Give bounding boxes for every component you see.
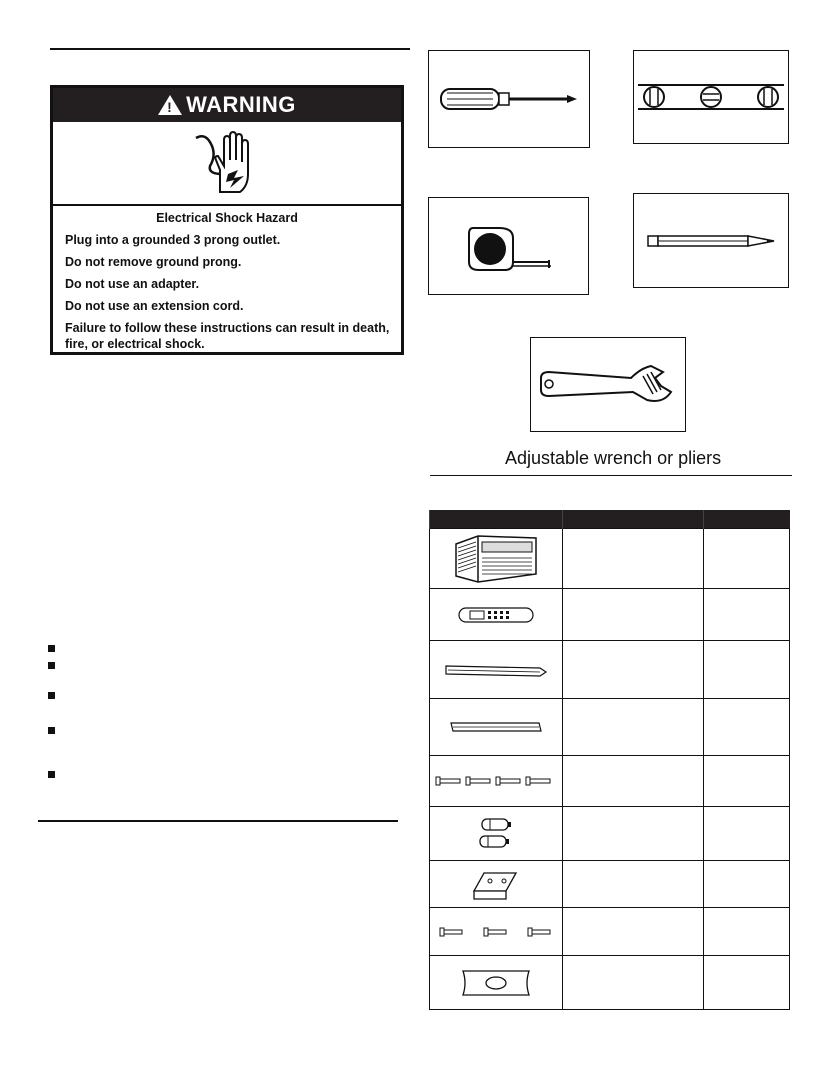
- side-curtain-long-icon: [444, 660, 548, 680]
- part-image-cell: [430, 908, 563, 956]
- warning-line: Failure to follow these instructions can result in death, fire, or electrical shock.: [65, 321, 390, 351]
- part-name-cell: [563, 861, 704, 908]
- part-image-cell: [430, 807, 563, 861]
- part-image-cell: [430, 589, 563, 641]
- part-qty-cell: [704, 908, 790, 956]
- adjustable-wrench-icon: [531, 338, 685, 431]
- tool-pencil: [633, 193, 789, 288]
- batteries-icon: [476, 816, 516, 852]
- electric-shock-hand-icon: [192, 130, 262, 196]
- part-image-cell: [430, 699, 563, 756]
- warning-line: Do not use an extension cord.: [65, 299, 244, 313]
- part-name-cell: [563, 641, 704, 699]
- section-rule-right: [430, 475, 792, 476]
- shock-hazard-icon-area: [53, 122, 401, 206]
- part-name-cell: [563, 908, 704, 956]
- table-row: [430, 956, 790, 1010]
- header-cell: [563, 510, 704, 529]
- part-qty-cell: [704, 699, 790, 756]
- table-row: [430, 589, 790, 641]
- tape-measure-icon: [429, 198, 588, 294]
- table-row: [430, 529, 790, 589]
- tool-screwdriver: [428, 50, 590, 148]
- part-name-cell: [563, 589, 704, 641]
- pencil-icon: [634, 194, 788, 287]
- bullet-marker: [48, 692, 55, 699]
- part-qty-cell: [704, 529, 790, 589]
- level-icon: [634, 51, 788, 143]
- screws-four-icon: [434, 773, 558, 789]
- warning-header: [53, 88, 401, 122]
- part-qty-cell: [704, 756, 790, 807]
- bullet-marker: [48, 727, 55, 734]
- part-name-cell: [563, 807, 704, 861]
- tool-adjustable-wrench: [530, 337, 686, 432]
- air-conditioner-unit-icon: [448, 534, 544, 584]
- part-image-cell: [430, 756, 563, 807]
- hazard-title: Electrical Shock Hazard: [156, 211, 298, 225]
- parts-table-header: [430, 510, 790, 529]
- table-row: [430, 807, 790, 861]
- side-curtain-short-icon: [449, 718, 543, 736]
- part-name-cell: [563, 529, 704, 589]
- part-qty-cell: [704, 956, 790, 1010]
- screwdriver-icon: [429, 51, 589, 147]
- bullet-marker: [48, 771, 55, 778]
- part-image-cell: [430, 641, 563, 699]
- warning-header-text: WARNING: [186, 92, 296, 117]
- warning-line: Do not use an adapter.: [65, 277, 200, 291]
- table-row: [430, 699, 790, 756]
- part-name-cell: [563, 756, 704, 807]
- header-cell: [430, 510, 563, 529]
- screws-three-icon: [436, 924, 556, 940]
- tool-tape-measure: [428, 197, 589, 295]
- section-rule-left: [38, 820, 398, 822]
- l-bracket-icon: [466, 865, 526, 903]
- parts-table: [429, 510, 790, 1010]
- wrench-caption: Adjustable wrench or pliers: [505, 448, 722, 468]
- table-row: [430, 861, 790, 908]
- part-name-cell: [563, 956, 704, 1010]
- part-image-cell: [430, 956, 563, 1010]
- bullet-marker: [48, 645, 55, 652]
- table-row: [430, 756, 790, 807]
- part-name-cell: [563, 699, 704, 756]
- table-row: [430, 641, 790, 699]
- part-image-cell: [430, 529, 563, 589]
- header-cell: [704, 510, 790, 529]
- warning-instructions: [65, 229, 401, 352]
- tool-level: [633, 50, 789, 144]
- part-qty-cell: [704, 807, 790, 861]
- top-rule-left: [50, 48, 410, 50]
- warning-line: Do not remove ground prong.: [65, 255, 242, 269]
- part-image-cell: [430, 861, 563, 908]
- table-row: [430, 908, 790, 956]
- part-qty-cell: [704, 589, 790, 641]
- foam-seal-icon: [459, 965, 533, 1001]
- warning-line: Plug into a grounded 3 prong outlet.: [65, 233, 281, 247]
- bullet-marker: [48, 662, 55, 669]
- warning-triangle-icon: !: [158, 95, 182, 115]
- remote-control-icon: [458, 605, 534, 625]
- part-qty-cell: [704, 861, 790, 908]
- warning-box: [50, 85, 404, 355]
- part-qty-cell: [704, 641, 790, 699]
